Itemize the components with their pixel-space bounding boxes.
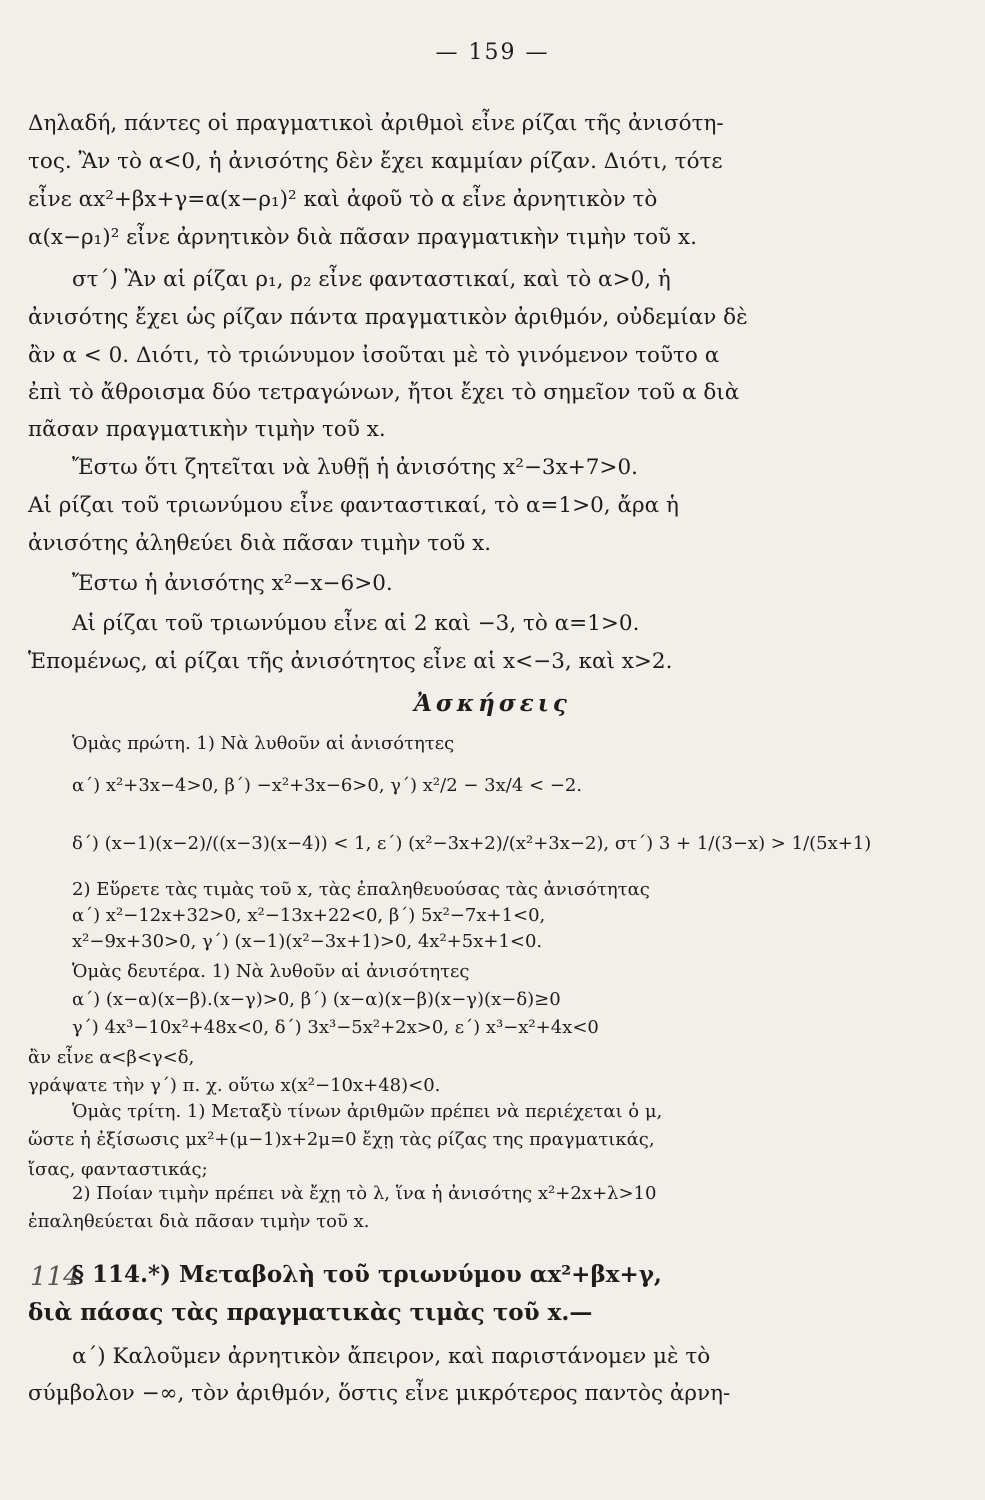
exercise-line: ἐπαληθεύεται διὰ πᾶσαν τιμὴν τοῦ x.	[28, 1211, 370, 1232]
section-heading: § 114.*) Μεταβολὴ τοῦ τριωνύμου αx²+βx+γ,	[72, 1261, 662, 1288]
exercises-title: Ἀσκήσεις	[414, 690, 571, 717]
body-line: α΄) Καλοῦμεν ἀρνητικὸν ἄπειρον, καὶ παριστάνομεν μὲ τὸ	[72, 1344, 711, 1369]
text-line: Ἔστω ἡ ἀνισότης x²−x−6>0.	[72, 571, 393, 596]
exercise-line: α΄) x²−12x+32>0, x²−13x+22<0, β΄) 5x²−7x+1<0,	[72, 905, 546, 926]
exercise-line: α΄) x²+3x−4>0, β΄) −x²+3x−6>0, γ΄) x²/2 − 3x/4 < −2.	[72, 775, 583, 796]
handwritten-margin-note: 114	[30, 1262, 80, 1292]
text-line: ἂν α < 0. Διότι, τὸ τριώνυμον ἰσοῦται μὲ τὸ γινόμενον τοῦτο α	[28, 343, 720, 368]
exercise-line: Ὁμὰς δευτέρα. 1) Νὰ λυθοῦν αἱ ἀνισότητες	[72, 961, 470, 982]
text-line: Ἑπομένως, αἱ ρίζαι τῆς ἀνισότητος εἶνε αἱ x<−3, καὶ x>2.	[28, 649, 673, 674]
exercise-line: ἂν εἶνε α<β<γ<δ,	[28, 1047, 195, 1068]
text-line: στ΄) Ἂν αἱ ρίζαι ρ₁, ρ₂ εἶνε φανταστικαί, καὶ τὸ α>0, ἡ	[72, 267, 671, 292]
exercise-line: Ὁμὰς πρώτη. 1) Νὰ λυθοῦν αἱ ἀνισότητες	[72, 733, 455, 754]
exercise-line: x²−9x+30>0, γ΄) (x−1)(x²−3x+1)>0, 4x²+5x+1<0.	[72, 931, 543, 952]
exercise-line: ὥστε ἡ ἐξίσωσις μx²+(μ−1)x+2μ=0 ἔχῃ τὰς ρίζας της πραγματικάς,	[28, 1129, 655, 1150]
text-line: Αἱ ρίζαι τοῦ τριωνύμου εἶνε αἱ 2 καὶ −3, τὸ α=1>0.	[72, 611, 640, 636]
exercise-line: γ΄) 4x³−10x²+48x<0, δ΄) 3x³−5x²+2x>0, ε΄) x³−x²+4x<0	[72, 1017, 599, 1038]
text-line: Δηλαδή, πάντες οἱ πραγματικοὶ ἀριθμοὶ εἶνε ρίζαι τῆς ἀνισότη-	[28, 111, 724, 136]
text-line: ἐπὶ τὸ ἄθροισμα δύο τετραγώνων, ἤτοι ἔχει τὸ σημεῖον τοῦ α διὰ	[28, 380, 740, 405]
text-line: Αἱ ρίζαι τοῦ τριωνύμου εἶνε φανταστικαί, τὸ α=1>0, ἄρα ἡ	[28, 493, 679, 518]
text-line: ἀνισότης ἀληθεύει διὰ πᾶσαν τιμὴν τοῦ x.	[28, 531, 492, 556]
text-line: ἀνισότης ἔχει ὡς ρίζαν πάντα πραγματικὸν ἀριθμόν, οὐδεμίαν δὲ	[28, 305, 748, 330]
exercise-line: ἴσας, φανταστικάς;	[28, 1159, 208, 1180]
text-line: Ἔστω ὅτι ζητεῖται νὰ λυθῇ ἡ ἀνισότης x²−3x+7>0.	[72, 455, 638, 480]
body-line: σύμβολον −∞, τὸν ἀριθμόν, ὅστις εἶνε μικρότερος παντὸς ἀρνη-	[28, 1381, 731, 1406]
exercise-line: 2) Εὕρετε τὰς τιμὰς τοῦ x, τὰς ἐπαληθευούσας τὰς ἀνισότητας	[72, 879, 650, 900]
text-line: πᾶσαν πραγματικὴν τιμὴν τοῦ x.	[28, 417, 386, 442]
text-line: εἶνε αx²+βx+γ=α(x−ρ₁)² καὶ ἀφοῦ τὸ α εἶνε ἀρνητικὸν τὸ	[28, 187, 658, 212]
text-line: τος. Ἂν τὸ α<0, ἡ ἀνισότης δὲν ἔχει καμμίαν ρίζαν. Διότι, τότε	[28, 149, 723, 174]
exercise-line: 2) Ποίαν τιμὴν πρέπει νὰ ἔχῃ τὸ λ, ἵνα ἡ ἀνισότης x²+2x+λ>10	[72, 1183, 657, 1204]
section-heading-line-2: διὰ πάσας τὰς πραγματικὰς τιμὰς τοῦ x.—	[28, 1299, 593, 1326]
exercise-line: δ΄) (x−1)(x−2)/((x−3)(x−4)) < 1, ε΄) (x²−3x+2)/(x²+3x−2), στ΄) 3 + 1/(3−x) > 1/(5x+1)	[72, 833, 872, 854]
exercise-line: Ὁμὰς τρίτη. 1) Μεταξὺ τίνων ἀριθμῶν πρέπει νὰ περιέχεται ὁ μ,	[72, 1101, 663, 1122]
exercise-line: γράψατε τὴν γ΄) π. χ. οὕτω x(x²−10x+48)<0.	[28, 1075, 441, 1096]
page-number: — 159 —	[435, 40, 550, 65]
exercise-line: α΄) (x−α)(x−β).(x−γ)>0, β΄) (x−α)(x−β)(x−γ)(x−δ)≥0	[72, 989, 561, 1010]
text-line: α(x−ρ₁)² εἶνε ἀρνητικὸν διὰ πᾶσαν πραγματικὴν τιμὴν τοῦ x.	[28, 225, 697, 250]
